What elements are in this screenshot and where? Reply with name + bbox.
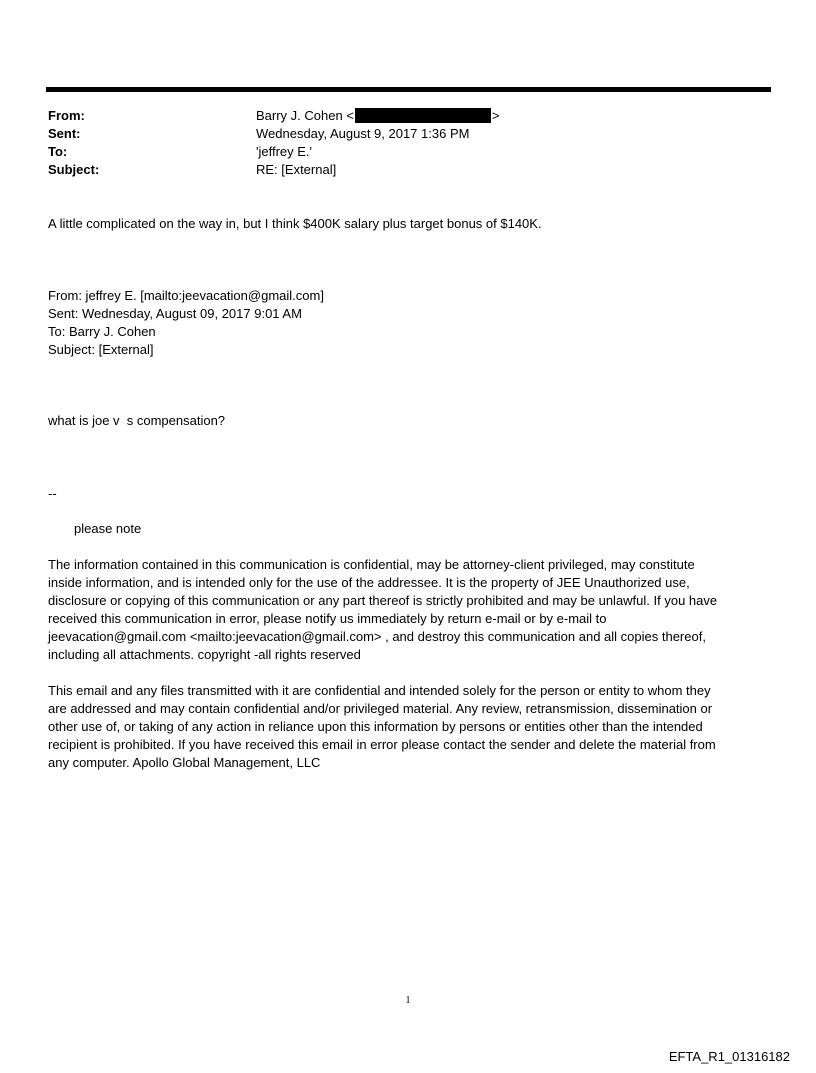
disclaimer-line: The information contained in this communication is confidential, may be attorney-client privileged, may constitute: [48, 557, 695, 572]
apollo-disclaimer-line: recipient is prohibited. If you have received this email in error please contact the sender and delete the material from: [48, 737, 716, 752]
quoted-to: To: Barry J. Cohen: [48, 324, 156, 339]
disclaimer-line: disclosure or copying of this communication or any part thereof is strictly prohibited and may be unlawful. If you have: [48, 593, 718, 608]
disclaimer-line: inside information, and is intended only for the use of the addressee. It is the property of JEE Unauthorized use,: [48, 575, 690, 590]
redaction-box: [355, 108, 491, 123]
subject-value: RE: [External]: [256, 162, 337, 177]
disclaimer-line: received this communication in error, please notify us immediately by return e-mail or by e-mail to: [48, 611, 607, 626]
bates-number: EFTA_R1_01316182: [668, 1049, 790, 1064]
apollo-disclaimer-line: are addressed and may contain confidential and/or privileged material. Any review, retransmission, dissemination or: [48, 701, 713, 716]
subject-label: Subject:: [48, 162, 100, 177]
to-label: To:: [48, 144, 68, 159]
quoted-from: From: jeffrey E. [mailto:jeevacation@gmail.com]: [48, 288, 324, 303]
to-value: 'jeffrey E.': [256, 144, 313, 159]
from-name: Barry J. Cohen <: [256, 108, 354, 123]
quoted-sent: Sent: Wednesday, August 09, 2017 9:01 AM: [48, 306, 302, 321]
quoted-body: what is joe v s compensation?: [48, 413, 226, 428]
quoted-subject: Subject: [External]: [48, 342, 154, 357]
please-note: please note: [74, 521, 142, 536]
reply-body: A little complicated on the way in, but I think $400K salary plus target bonus of $140K.: [48, 216, 542, 231]
page-number: 1: [405, 995, 411, 1006]
apollo-disclaimer-line: This email and any files transmitted with it are confidential and intended solely for the person or entity to whom they: [48, 683, 711, 698]
sent-value: Wednesday, August 9, 2017 1:36 PM: [256, 126, 470, 141]
header-rule: [46, 87, 771, 92]
apollo-disclaimer-line: any computer. Apollo Global Management, LLC: [48, 755, 321, 770]
disclaimer-line: including all attachments. copyright -all rights reserved: [48, 647, 361, 662]
from-close: >: [491, 108, 500, 123]
from-label: From:: [48, 108, 85, 123]
disclaimer-line: jeevacation@gmail.com <mailto:jeevacation@gmail.com> , and destroy this communication and all copies thereof,: [48, 629, 706, 644]
apollo-disclaimer-line: other use of, or taking of any action in reliance upon this information by persons or entities other than the intended: [48, 719, 703, 734]
sent-label: Sent:: [48, 126, 81, 141]
from-value: [256, 107, 500, 125]
signature-dash: --: [48, 486, 57, 501]
